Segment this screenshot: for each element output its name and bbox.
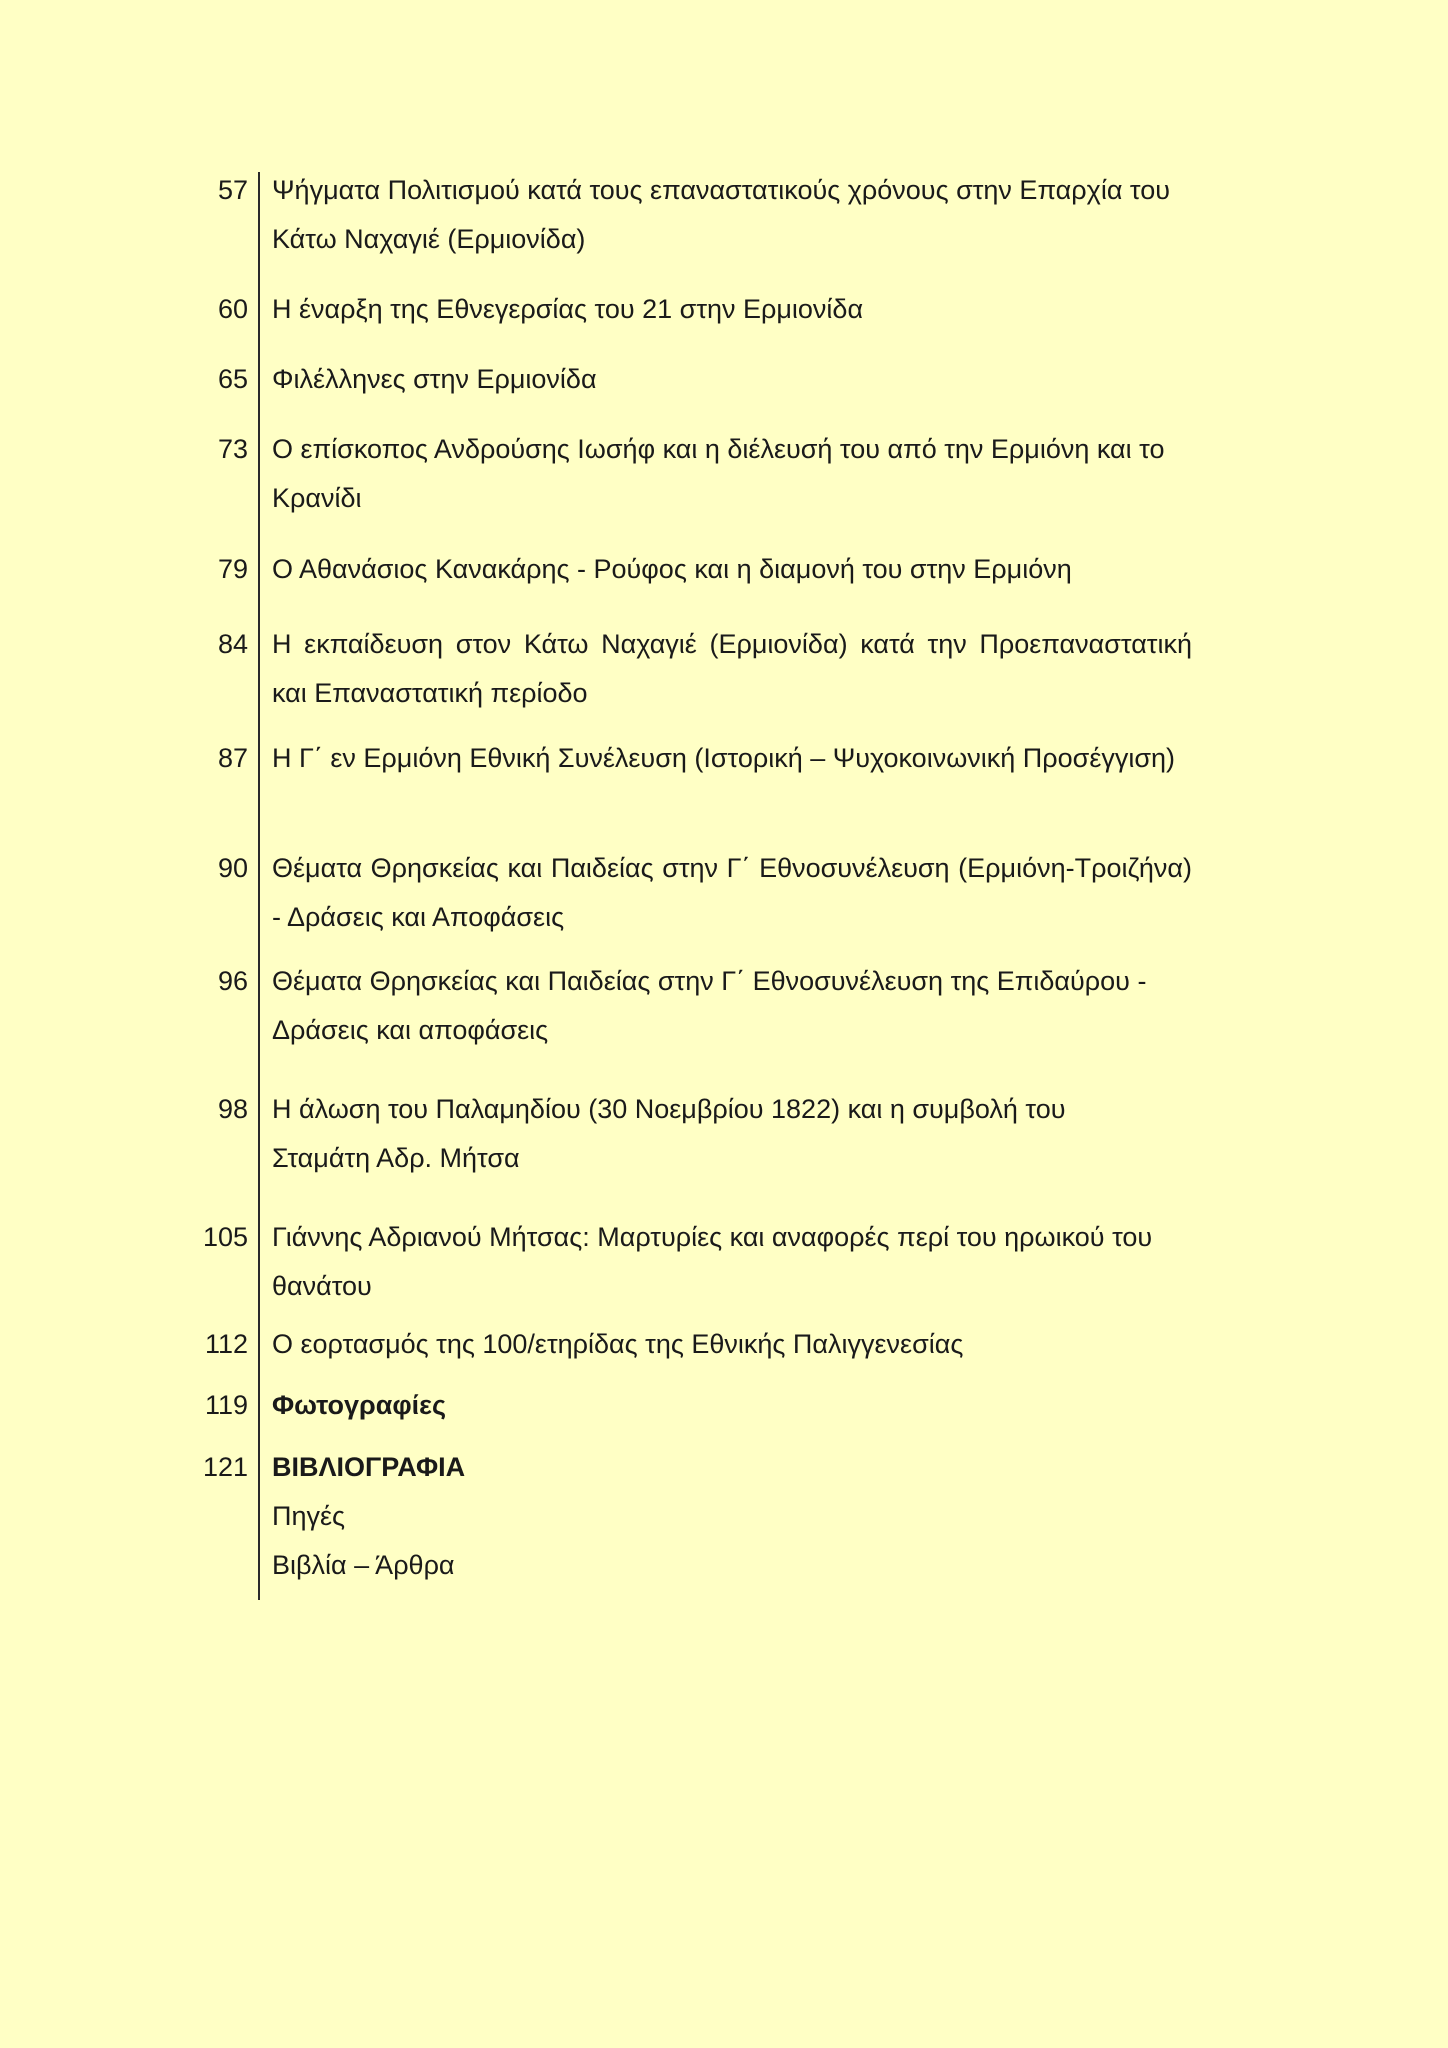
page-number: 79 — [217, 554, 248, 584]
entry-title: Ο επίσκοπος Ανδρούσης Ιωσήφ και η διέλευσή του από την Ερμιόνη και το Κρανίδι — [272, 434, 1165, 513]
page-number: 87 — [217, 743, 248, 773]
entry-title: Ψήγματα Πολιτισμού κατά τους επαναστατικούς χρόνους στην Επαρχία του Κάτω Ναχαγιέ (Ερμιονίδα) — [272, 175, 1171, 254]
page-number: 119 — [204, 1390, 248, 1420]
entry-title: Η εκπαίδευση στον Κάτω Ναχαγιέ (Ερμιονίδα) κατά την Προεπαναστατική και Επαναστατική περίοδο — [272, 629, 1192, 708]
page-number: 57 — [217, 175, 248, 205]
page-number: 84 — [217, 629, 248, 659]
entry-subitem: Πηγές — [272, 1501, 346, 1531]
entry-title: Η άλωση του Παλαμηδίου (30 Νοεμβρίου 1822) και η συμβολή του Σταμάτη Αδρ. Μήτσα — [272, 1094, 1066, 1173]
entry-title: Φιλέλληνες στην Ερμιονίδα — [272, 364, 597, 394]
entry-title: Η Γ΄ εν Ερμιόνη Εθνική Συνέλευση (Ιστορική – Ψυχοκοινωνική Προσέγγιση) — [272, 743, 1176, 773]
entry-title: Θέματα Θρησκείας και Παιδείας στην Γ΄ Εθνοσυνέλευση της Επιδαύρου - Δράσεις και αποφάσεις — [272, 966, 1147, 1045]
page-number: 96 — [217, 966, 248, 996]
page-number: 65 — [217, 364, 248, 394]
entry-title: Ο εορτασμός της 100/ετηρίδας της Εθνικής Παλιγγενεσίας — [272, 1329, 964, 1359]
entry-title: Ο Αθανάσιος Κανακάρης - Ρούφος και η διαμονή του στην Ερμιόνη — [272, 554, 1072, 584]
entry-title: ΒΙΒΛΙΟΓΡΑΦΙΑ — [272, 1452, 466, 1482]
page-number: 60 — [217, 294, 248, 324]
entry-title: Φωτογραφίες — [272, 1390, 446, 1420]
entry-title: Γιάννης Αδριανού Μήτσας: Μαρτυρίες και αναφορές περί του ηρωικού του θανάτου — [272, 1222, 1153, 1301]
entry-title: Θέματα Θρησκείας και Παιδείας στην Γ΄ Εθνοσυνέλευση (Ερμιόνη-Τροιζήνα) - Δράσεις και Αποφάσεις — [272, 853, 1192, 932]
page-number: 90 — [217, 853, 248, 883]
page-number: 73 — [217, 434, 248, 464]
vertical-divider — [258, 172, 260, 1600]
page-number: 112 — [204, 1329, 248, 1359]
page-number: 98 — [217, 1094, 248, 1124]
entry-title: Η έναρξη της Εθνεγερσίας του 21 στην Ερμιονίδα — [272, 294, 864, 324]
page-number: 105 — [202, 1222, 248, 1252]
page-number: 121 — [202, 1452, 248, 1482]
entry-subitem: Βιβλία – Άρθρα — [272, 1550, 455, 1580]
